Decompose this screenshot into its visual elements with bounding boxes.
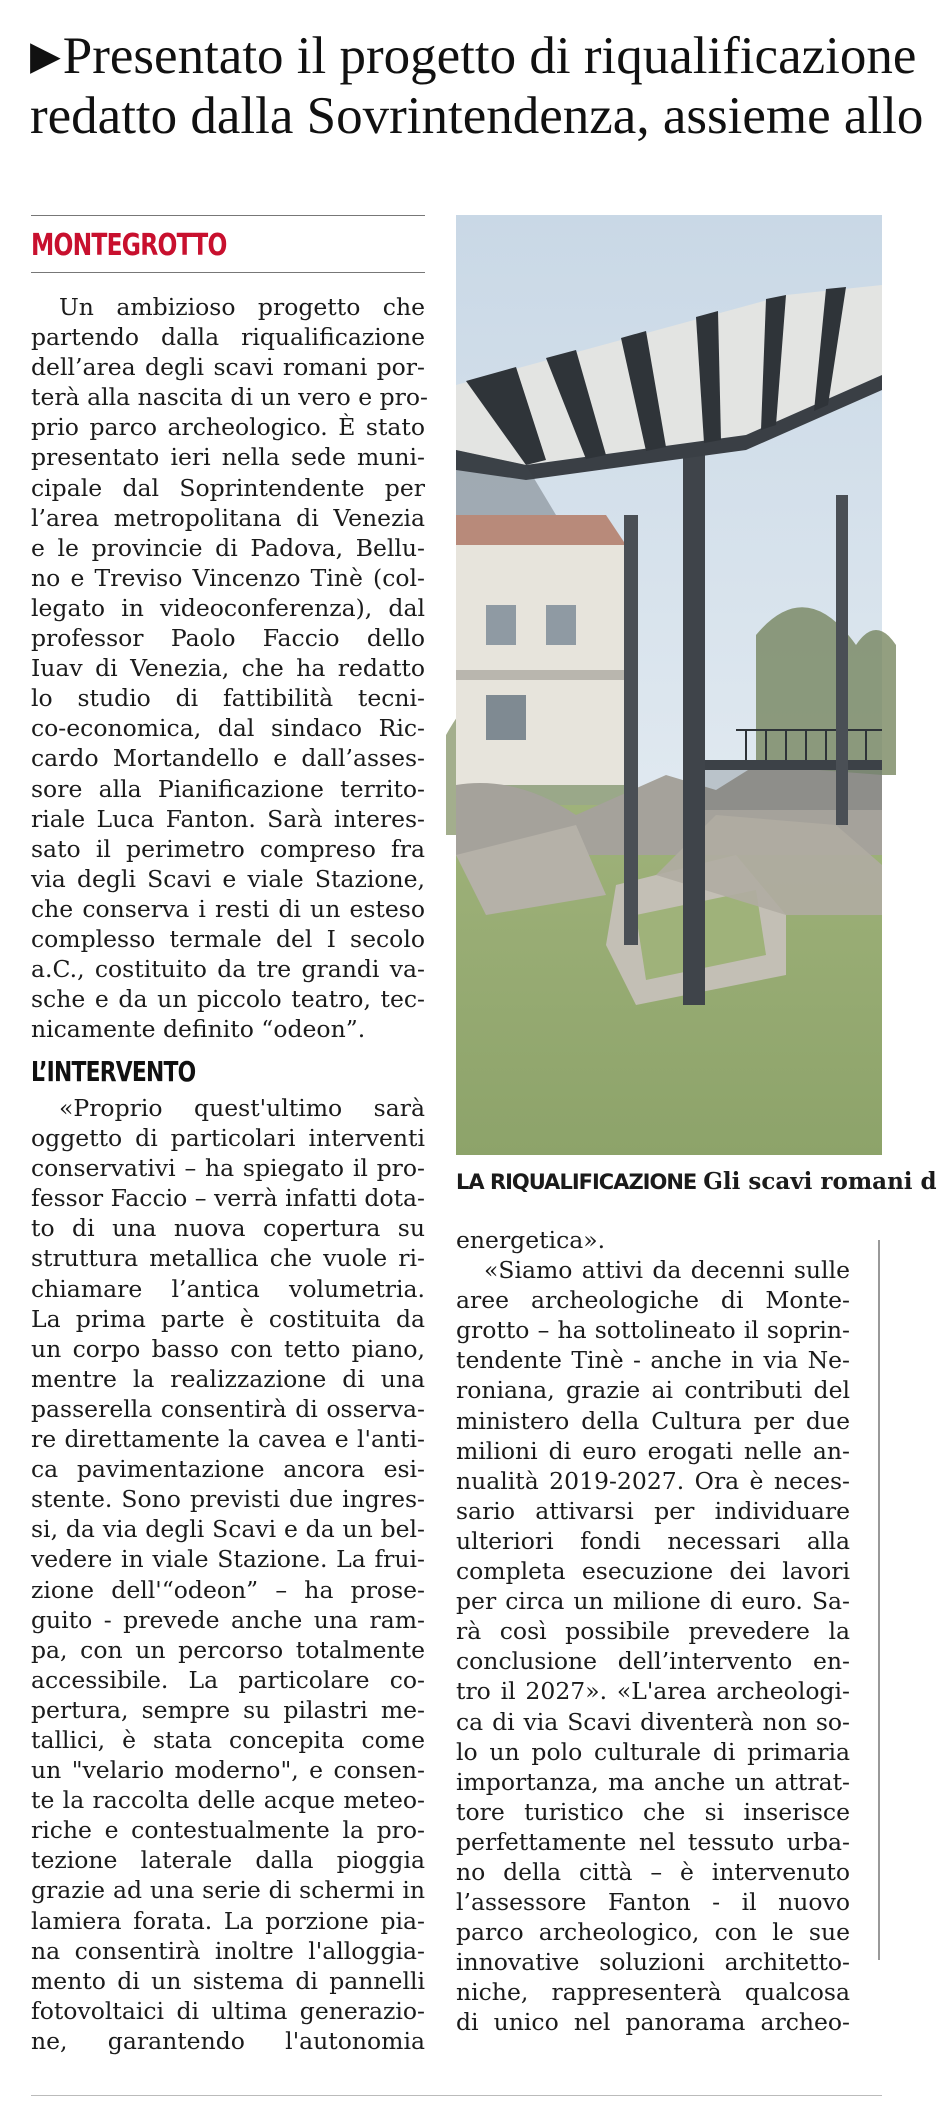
text-line: guito - prevede anche una ram- xyxy=(31,1605,425,1634)
text-line: riale Luca Fanton. Sarà interes- xyxy=(31,804,425,833)
text-line: prio parco archeologico. È stato xyxy=(31,413,425,442)
text-line: tendente Tinè - anche in via Ne- xyxy=(456,1346,850,1375)
article-column-1-part-2 xyxy=(31,1093,425,2056)
text-line: cipale dal Soprintendente per xyxy=(31,473,425,502)
caption-label: LA RIQUALIFICAZIONE xyxy=(456,1170,697,1194)
text-line: energetica». xyxy=(456,1226,606,1254)
text-line: co-economica, dal sindaco Ric- xyxy=(31,714,425,743)
text-line: ca pavimentazione ancora esi- xyxy=(31,1455,425,1484)
text-line: Iuav di Venezia, che ha redatto xyxy=(31,654,425,683)
text-line: mentre la realizzazione di una xyxy=(31,1364,425,1393)
text-line: re direttamente la cavea e l'anti- xyxy=(31,1425,425,1454)
text-line: roniana, grazie ai contributi del xyxy=(456,1376,850,1405)
text-line: nualità 2019-2027. Ora è neces- xyxy=(456,1466,850,1495)
text-line: ministero della Cultura per due xyxy=(456,1406,850,1435)
text-line: partendo dalla riqualificazione xyxy=(31,323,425,352)
text-line: professor Paolo Faccio dello xyxy=(31,624,425,653)
triangle-bullet-icon: ▶ xyxy=(30,33,61,78)
article-column-2 xyxy=(456,1225,850,2038)
text-line: conservativi – ha spiegato il pro- xyxy=(31,1154,425,1183)
text-line: di unico nel panorama archeo- xyxy=(456,2008,850,2037)
text-line: milioni di euro erogati nelle an- xyxy=(456,1436,850,1465)
text-line: perfettamente nel tessuto urba- xyxy=(456,1827,850,1856)
text-line: e le provincie di Padova, Bellu- xyxy=(31,533,425,562)
text-line: complesso termale del I secolo xyxy=(31,924,425,953)
headline-line-1: ▶Presentato il progetto di riqualificazione xyxy=(30,27,917,85)
text-line: grotto – ha sottolineato il soprin- xyxy=(456,1316,850,1345)
text-line: riche e contestualmente la pro- xyxy=(31,1816,425,1845)
section-kicker: MONTEGROTTO xyxy=(31,228,227,263)
text-line: completa esecuzione dei lavori xyxy=(456,1557,850,1586)
text-line: terà alla nascita di un vero e pro- xyxy=(31,383,428,412)
text-line: La prima parte è costituita da xyxy=(31,1304,425,1333)
text-line: niche, rappresenterà qualcosa xyxy=(456,1978,850,2007)
text-line: nicamente definito “odeon”. xyxy=(31,1015,366,1044)
text-line: a.C., costituito da tre grandi va- xyxy=(31,955,425,984)
text-line: no e Treviso Vincenzo Tinè (col- xyxy=(31,563,425,592)
text-line: pa, con un percorso totalmente xyxy=(31,1635,425,1664)
text-line: via degli Scavi e viale Stazione, xyxy=(31,864,425,893)
bottom-rule xyxy=(31,2095,882,2096)
text-line: sche e da un piccolo teatro, tec- xyxy=(31,985,425,1014)
text-line: fessor Faccio – verrà infatti dota- xyxy=(31,1184,425,1213)
text-line: vedere in viale Stazione. La frui- xyxy=(31,1545,425,1574)
section-rule-top xyxy=(31,215,425,216)
text-line: si, da via degli Scavi e da un bel- xyxy=(31,1515,425,1544)
text-line: importanza, ma anche un attrat- xyxy=(456,1767,850,1796)
text-line: chiamare l’antica volumetria. xyxy=(31,1274,425,1303)
adjacent-image-edge xyxy=(878,1240,880,1960)
text-line: lo un polo culturale di primaria xyxy=(456,1737,850,1766)
article-photo xyxy=(456,215,882,1155)
text-line: passerella consentirà di osserva- xyxy=(31,1394,425,1423)
text-line: stente. Sono previsti due ingres- xyxy=(31,1485,425,1514)
text-line: per circa un milione di euro. Sa- xyxy=(456,1587,850,1616)
text-line: sore alla Pianificazione territo- xyxy=(31,774,425,803)
caption-text: Gli scavi romani d xyxy=(703,1168,937,1195)
text-line: lo studio di fattibilità tecni- xyxy=(31,684,425,713)
text-line: cardo Mortandello e dall’asses- xyxy=(31,744,425,773)
text-line: parco archeologico, con le sue xyxy=(456,1918,850,1947)
text-line: tallici, è stata concepita come xyxy=(31,1725,425,1754)
text-line: oggetto di particolari interventi xyxy=(31,1124,425,1153)
text-line: accessibile. La particolare co- xyxy=(31,1665,425,1694)
text-line: pertura, sempre su pilastri me- xyxy=(31,1695,425,1724)
text-line: grazie ad una serie di schermi in xyxy=(31,1876,425,1905)
text-line: aree archeologiche di Monte- xyxy=(456,1286,850,1315)
section-rule-bottom xyxy=(31,272,425,273)
article-column-1-part-1 xyxy=(31,292,428,1044)
text-line: na consentirà inoltre l'alloggia- xyxy=(31,1936,425,1965)
text-line: te la raccolta delle acque meteo- xyxy=(31,1786,425,1815)
text-line: Un ambizioso progetto che xyxy=(59,293,425,321)
headline-line-2: redatto dalla Sovrintendenza, assieme allo xyxy=(30,87,924,145)
text-line: presentato ieri nella sede muni- xyxy=(31,443,425,472)
text-line: un corpo basso con tetto piano, xyxy=(31,1334,425,1363)
text-line: tro il 2027». «L'area archeologi- xyxy=(456,1677,850,1706)
text-line: un "velario moderno", e consen- xyxy=(31,1756,425,1785)
text-line: sato il perimetro compreso fra xyxy=(31,834,425,863)
text-line: ca di via Scavi diventerà non so- xyxy=(456,1707,850,1736)
text-line: «Siamo attivi da decenni sulle xyxy=(484,1256,850,1285)
text-line: tore turistico che si inserisce xyxy=(456,1797,850,1826)
photo-caption xyxy=(456,1168,937,1197)
text-line: sario attivarsi per individuare xyxy=(456,1496,850,1525)
text-line: dell’area degli scavi romani por- xyxy=(31,353,425,382)
text-line: mento di un sistema di pannelli xyxy=(31,1966,425,1995)
text-line: legato in videoconferenza), dal xyxy=(31,593,425,622)
text-line: conclusione dell’intervento en- xyxy=(456,1647,850,1676)
text-line: rà così possibile prevedere la xyxy=(456,1617,850,1646)
text-line: ulteriori fondi necessari alla xyxy=(456,1526,850,1555)
text-line: «Proprio quest'ultimo sarà xyxy=(59,1094,425,1122)
text-line: fotovoltaici di ultima generazio- xyxy=(31,1996,425,2025)
subhead-intervento: L’INTERVENTO xyxy=(31,1055,196,1088)
text-line: l’area metropolitana di Venezia xyxy=(31,503,425,532)
headline xyxy=(30,26,924,146)
photo-render xyxy=(456,215,882,1155)
text-line: innovative soluzioni architetto- xyxy=(456,1948,850,1977)
text-line: no della città – è intervenuto xyxy=(456,1857,850,1886)
text-line: l’assessore Fanton - il nuovo xyxy=(456,1888,850,1917)
text-line: to di una nuova copertura su xyxy=(31,1214,425,1243)
text-line: ne, garantendo l'autonomia xyxy=(31,2026,425,2055)
text-line: tezione laterale dalla pioggia xyxy=(31,1846,425,1875)
text-line: struttura metallica che vuole ri- xyxy=(31,1244,425,1273)
text-line: lamiera forata. La porzione pia- xyxy=(31,1906,425,1935)
text-line: zione dell'“odeon” – ha prose- xyxy=(31,1575,425,1604)
text-line: che conserva i resti di un esteso xyxy=(31,894,425,923)
